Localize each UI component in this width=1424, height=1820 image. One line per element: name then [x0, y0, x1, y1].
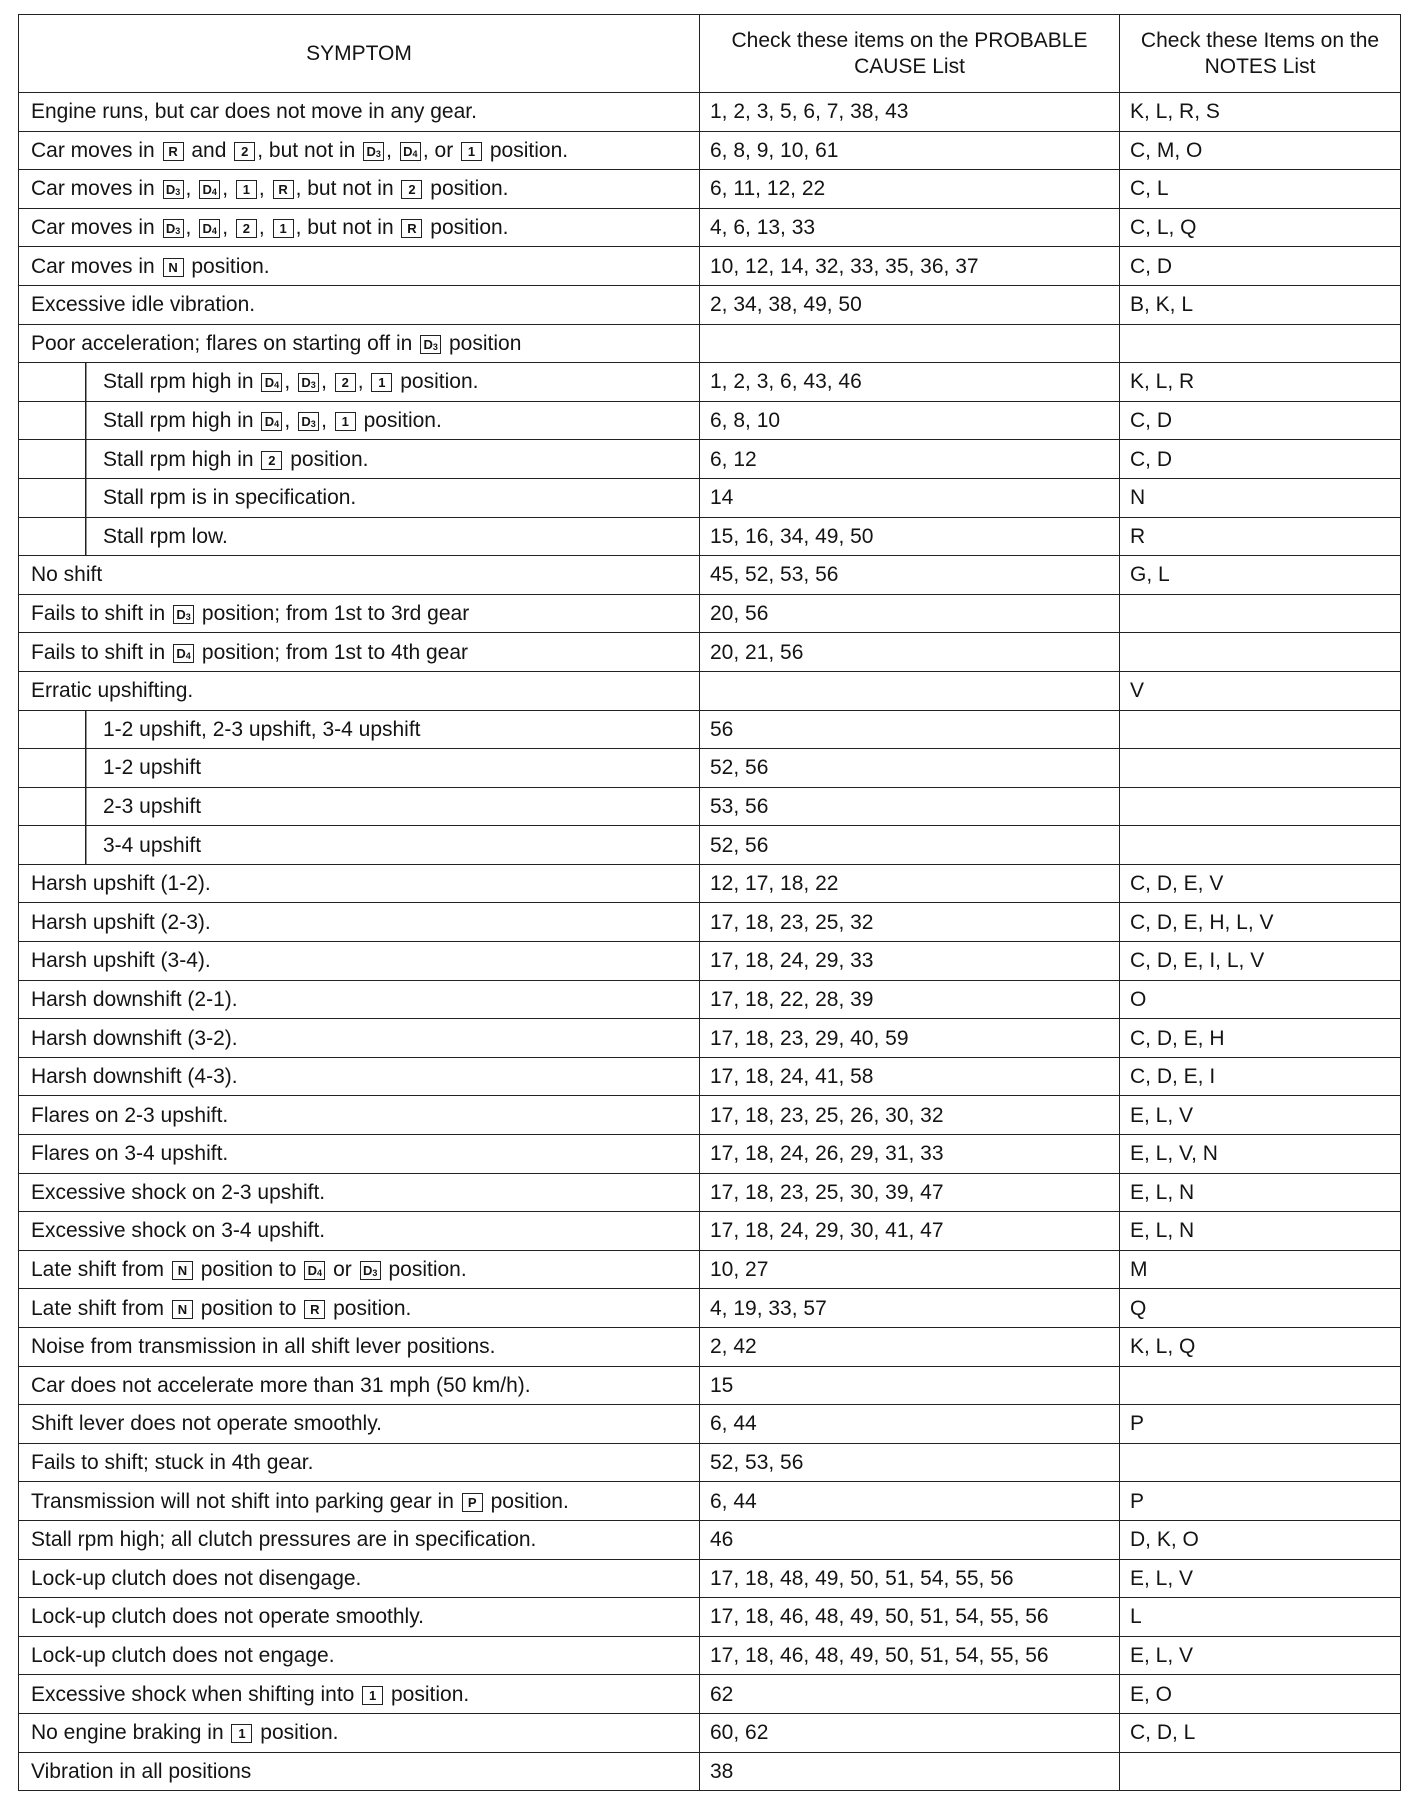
shift-position-key: R — [273, 180, 294, 199]
notes-cell — [1120, 594, 1401, 633]
table-row — [19, 363, 1401, 402]
table-row — [19, 1366, 1401, 1405]
notes-cell: K, L, R, S — [1120, 93, 1401, 132]
shift-position-key: 1 — [335, 412, 356, 431]
shift-position-key: $D_3$ — [163, 219, 184, 238]
table-row — [19, 1559, 1401, 1598]
symptom-text: position. — [284, 447, 369, 471]
symptom-cell — [19, 1598, 700, 1637]
symptom-text: Harsh downshift (4-3). — [31, 1065, 238, 1089]
shift-position-key: 1 — [273, 219, 294, 238]
table-row — [19, 285, 1401, 324]
shift-position-key: $D_3$ — [163, 180, 184, 199]
table-row — [19, 401, 1401, 440]
symptom-text: 1-2 upshift — [103, 756, 202, 780]
table-header — [19, 15, 1401, 93]
probable-cause-cell: 60, 62 — [700, 1713, 1120, 1752]
symptom-cell — [19, 1636, 700, 1675]
shift-position-key: N — [163, 258, 184, 277]
shift-position-key: 2 — [261, 451, 282, 470]
symptom-text: , — [321, 409, 333, 432]
probable-cause-cell: 6, 11, 12, 22 — [700, 170, 1120, 209]
symptom-cell — [19, 1289, 700, 1328]
probable-cause-cell: 45, 52, 53, 56 — [700, 556, 1120, 595]
notes-cell: C, D — [1120, 247, 1401, 286]
notes-cell — [1120, 1366, 1401, 1405]
probable-cause-cell: 53, 56 — [700, 787, 1120, 826]
symptom-cell — [19, 903, 700, 942]
symptom-text: , — [321, 370, 333, 394]
table-row — [19, 980, 1401, 1019]
symptom-text: , — [284, 370, 297, 394]
notes-cell: C, D, E, H, L, V — [1120, 903, 1401, 942]
notes-header: Check these Items on the NOTES List — [1120, 15, 1401, 93]
symptom-text: Excessive shock when shifting into — [31, 1682, 361, 1706]
symptom-text: Lock-up clutch does not disengage. — [31, 1566, 362, 1590]
symptom-text: , but not in — [257, 138, 362, 162]
shift-position-key: $D_3$ — [363, 142, 384, 161]
symptom-text: Stall rpm high in — [103, 370, 260, 394]
probable-cause-cell: 6, 44 — [700, 1482, 1120, 1521]
symptom-cell — [19, 1328, 700, 1367]
shift-position-key: $D_4$ — [173, 644, 194, 663]
notes-cell — [1120, 633, 1401, 672]
table-row — [19, 903, 1401, 942]
notes-cell: O — [1120, 980, 1401, 1019]
table-row — [19, 1443, 1401, 1482]
symptom-text: Stall rpm high in — [103, 409, 260, 432]
probable-cause-cell: 10, 27 — [700, 1250, 1120, 1289]
table-row — [19, 710, 1401, 749]
notes-cell: C, D, L — [1120, 1713, 1401, 1752]
symptom-text: , but not in — [295, 177, 400, 201]
symptom-text: position. — [185, 254, 270, 278]
symptom-cell — [19, 1057, 700, 1096]
symptom-cell — [19, 208, 700, 247]
notes-cell: E, L, V — [1120, 1096, 1401, 1135]
symptom-cell — [19, 1366, 700, 1405]
sub-symptom-cell — [19, 440, 700, 479]
probable-cause-cell: 17, 18, 23, 25, 26, 30, 32 — [700, 1096, 1120, 1135]
symptom-text: Flares on 2-3 upshift. — [31, 1103, 229, 1127]
table-row — [19, 1212, 1401, 1251]
symptom-text: 3-4 upshift — [103, 833, 202, 857]
notes-cell: D, K, O — [1120, 1520, 1401, 1559]
table-row — [19, 942, 1401, 981]
symptom-text: Erratic upshifting. — [31, 679, 194, 703]
table-row — [19, 1752, 1401, 1791]
shift-position-key: 1 — [236, 180, 257, 199]
shift-position-key: $D_4$ — [400, 142, 421, 161]
probable-cause-cell: 1, 2, 3, 5, 6, 7, 38, 43 — [700, 93, 1120, 132]
symptom-text: Excessive shock on 3-4 upshift. — [31, 1219, 326, 1243]
probable-cause-cell: 62 — [700, 1675, 1120, 1714]
symptom-text: Harsh downshift (3-2). — [31, 1026, 238, 1050]
symptom-text: Car moves in — [31, 177, 161, 201]
notes-cell: V — [1120, 671, 1401, 710]
symptom-text: Harsh upshift (1-2). — [31, 872, 211, 896]
table-row — [19, 517, 1401, 556]
notes-cell: N — [1120, 478, 1401, 517]
symptom-text: position. — [484, 1489, 569, 1513]
shift-position-key: 1 — [362, 1686, 383, 1705]
symptom-text: Lock-up clutch does not operate smoothly. — [31, 1605, 425, 1629]
probable-cause-cell: 17, 18, 23, 25, 32 — [700, 903, 1120, 942]
notes-cell: K, L, R — [1120, 363, 1401, 402]
shift-position-key: 1 — [461, 142, 482, 161]
symptom-text: and — [185, 138, 233, 162]
notes-cell: P — [1120, 1405, 1401, 1444]
symptom-text: Engine runs, but car does not move in any gear. — [31, 100, 477, 124]
table-row — [19, 208, 1401, 247]
probable-cause-cell: 52, 53, 56 — [700, 1443, 1120, 1482]
symptom-cell — [19, 594, 700, 633]
symptom-text: Stall rpm high in — [103, 447, 260, 471]
probable-cause-cell: 2, 42 — [700, 1328, 1120, 1367]
shift-position-key: $D_4$ — [199, 180, 220, 199]
symptom-cell — [19, 1482, 700, 1521]
probable-cause-cell: 17, 18, 22, 28, 39 — [700, 980, 1120, 1019]
symptom-text: Harsh upshift (2-3). — [31, 910, 211, 934]
symptom-text: Noise from transmission in all shift lever positions. — [31, 1335, 496, 1359]
shift-position-key: $D_4$ — [261, 373, 282, 392]
probable-cause-cell: 17, 18, 48, 49, 50, 51, 54, 55, 56 — [700, 1559, 1120, 1598]
symptom-text: Shift lever does not operate smoothly. — [31, 1412, 382, 1436]
probable-cause-cell: 6, 8, 9, 10, 61 — [700, 131, 1120, 170]
symptom-cell — [19, 1405, 700, 1444]
symptom-text: 2-3 upshift — [103, 794, 202, 818]
table-row — [19, 1135, 1401, 1174]
symptom-cell — [19, 1559, 700, 1598]
troubleshooting-sheet — [18, 14, 1400, 1791]
table-row — [19, 1405, 1401, 1444]
table-row — [19, 864, 1401, 903]
shift-position-key: 2 — [401, 180, 422, 199]
notes-cell: Q — [1120, 1289, 1401, 1328]
symptom-text: Stall rpm high; all clutch pressures are in specification. — [31, 1528, 537, 1552]
table-row — [19, 1713, 1401, 1752]
notes-cell: E, L, N — [1120, 1212, 1401, 1251]
symptom-cell — [19, 1019, 700, 1058]
probable-cause-cell: 17, 18, 46, 48, 49, 50, 51, 54, 55, 56 — [700, 1598, 1120, 1637]
table-row — [19, 1520, 1401, 1559]
table-row — [19, 324, 1401, 363]
symptom-text: Flares on 3-4 upshift. — [31, 1142, 229, 1166]
symptom-text: Stall rpm low. — [103, 524, 228, 548]
probable-cause-header: Check these items on the PROBABLE CAUSE List — [700, 15, 1120, 93]
probable-cause-cell: 20, 56 — [700, 594, 1120, 633]
notes-cell: E, L, V — [1120, 1559, 1401, 1598]
sub-symptom-cell — [19, 749, 700, 788]
shift-position-key: 1 — [371, 373, 392, 392]
notes-cell — [1120, 324, 1401, 363]
symptom-text: , — [185, 216, 198, 240]
sub-symptom-cell — [19, 517, 700, 556]
symptom-text: Fails to shift in — [31, 640, 172, 664]
table-row — [19, 1250, 1401, 1289]
shift-position-key: $D_4$ — [199, 219, 220, 238]
table-body — [19, 93, 1401, 1791]
probable-cause-cell: 17, 18, 46, 48, 49, 50, 51, 54, 55, 56 — [700, 1636, 1120, 1675]
table-row — [19, 1173, 1401, 1212]
shift-position-key: 2 — [234, 142, 255, 161]
probable-cause-cell: 14 — [700, 478, 1120, 517]
shift-position-key: 1 — [231, 1724, 252, 1743]
symptom-text: Excessive shock on 2-3 upshift. — [31, 1180, 326, 1204]
symptom-text: position; from 1st to 3rd gear — [196, 601, 470, 625]
probable-cause-cell: 17, 18, 24, 41, 58 — [700, 1057, 1120, 1096]
symptom-cell — [19, 1713, 700, 1752]
symptom-cell — [19, 247, 700, 286]
symptom-cell — [19, 1443, 700, 1482]
symptom-text: , — [357, 370, 370, 394]
symptom-text: or — [327, 1258, 358, 1282]
symptom-text: position. — [424, 216, 509, 240]
symptom-text: , or — [422, 138, 460, 162]
table-row — [19, 594, 1401, 633]
shift-position-key: R — [304, 1300, 325, 1319]
symptom-header: SYMPTOM — [19, 15, 700, 93]
probable-cause-cell: 4, 6, 13, 33 — [700, 208, 1120, 247]
probable-cause-cell: 38 — [700, 1752, 1120, 1791]
probable-cause-cell: 10, 12, 14, 32, 33, 35, 36, 37 — [700, 247, 1120, 286]
notes-cell: C, D — [1120, 440, 1401, 479]
notes-cell: C, M, O — [1120, 131, 1401, 170]
probable-cause-cell: 20, 21, 56 — [700, 633, 1120, 672]
symptom-text: position. — [484, 138, 569, 162]
table-row — [19, 556, 1401, 595]
probable-cause-cell: 17, 18, 23, 29, 40, 59 — [700, 1019, 1120, 1058]
table-row — [19, 1675, 1401, 1714]
notes-cell: C, D, E, V — [1120, 864, 1401, 903]
shift-position-key: P — [462, 1493, 483, 1512]
sub-symptom-cell — [19, 363, 700, 402]
probable-cause-cell: 56 — [700, 710, 1120, 749]
symptom-text: , — [386, 138, 398, 162]
symptom-cell — [19, 170, 700, 209]
symptom-cell — [19, 324, 700, 363]
table-row — [19, 787, 1401, 826]
notes-cell: E, O — [1120, 1675, 1401, 1714]
table-row — [19, 440, 1401, 479]
symptom-cell — [19, 1250, 700, 1289]
probable-cause-cell: 52, 56 — [700, 749, 1120, 788]
shift-position-key: $D_3$ — [298, 373, 319, 392]
symptom-text: , — [222, 177, 234, 201]
table-row — [19, 1019, 1401, 1058]
probable-cause-cell: 15 — [700, 1366, 1120, 1405]
probable-cause-cell: 2, 34, 38, 49, 50 — [700, 285, 1120, 324]
symptom-text: Harsh upshift (3-4). — [31, 949, 211, 973]
notes-cell: K, L, Q — [1120, 1328, 1401, 1367]
shift-position-key: $D_3$ — [420, 335, 441, 354]
symptom-cell — [19, 1675, 700, 1714]
table-row — [19, 478, 1401, 517]
symptom-text: Transmission will not shift into parking gear in — [31, 1489, 460, 1513]
symptom-text: Late shift from — [31, 1258, 170, 1282]
table-row — [19, 826, 1401, 865]
shift-position-key: $D_4$ — [304, 1261, 325, 1280]
shift-position-key: R — [163, 142, 184, 161]
notes-cell: C, D, E, I — [1120, 1057, 1401, 1096]
table-row — [19, 1057, 1401, 1096]
notes-cell: P — [1120, 1482, 1401, 1521]
symptom-cell — [19, 1096, 700, 1135]
notes-cell — [1120, 1443, 1401, 1482]
symptom-text: position; from 1st to 4th gear — [196, 640, 469, 664]
probable-cause-cell: 17, 18, 24, 29, 33 — [700, 942, 1120, 981]
sub-symptom-cell — [19, 710, 700, 749]
symptom-cell — [19, 1135, 700, 1174]
table-row — [19, 1096, 1401, 1135]
symptom-text: , — [185, 177, 198, 201]
symptom-text: Harsh downshift (2-1). — [31, 987, 238, 1011]
symptom-text: Car moves in — [31, 216, 161, 240]
table-row — [19, 749, 1401, 788]
symptom-text: , — [258, 216, 271, 240]
notes-cell: R — [1120, 517, 1401, 556]
symptom-text: position. — [382, 1258, 467, 1282]
table-row — [19, 247, 1401, 286]
notes-cell — [1120, 710, 1401, 749]
symptom-text: Late shift from — [31, 1296, 170, 1320]
symptom-text: position. — [327, 1296, 412, 1320]
table-row — [19, 131, 1401, 170]
table-row — [19, 1482, 1401, 1521]
symptom-cell — [19, 93, 700, 132]
symptom-text: position. — [254, 1721, 339, 1745]
table-row — [19, 1636, 1401, 1675]
symptom-cell — [19, 1752, 700, 1791]
symptom-text: position. — [385, 1682, 470, 1706]
table-row — [19, 93, 1401, 132]
probable-cause-cell: 17, 18, 24, 26, 29, 31, 33 — [700, 1135, 1120, 1174]
symptom-text: Car moves in — [31, 254, 161, 278]
notes-cell: G, L — [1120, 556, 1401, 595]
symptom-text: position — [443, 331, 522, 355]
sub-symptom-cell — [19, 478, 700, 517]
table-row — [19, 671, 1401, 710]
symptom-table — [18, 14, 1401, 1791]
symptom-cell — [19, 1520, 700, 1559]
shift-position-key: 2 — [335, 373, 356, 392]
symptom-text: Lock-up clutch does not engage. — [31, 1644, 335, 1667]
probable-cause-cell: 1, 2, 3, 6, 43, 46 — [700, 363, 1120, 402]
probable-cause-cell: 12, 17, 18, 22 — [700, 864, 1120, 903]
notes-cell: L — [1120, 1598, 1401, 1637]
notes-cell: C, L, Q — [1120, 208, 1401, 247]
symptom-text: , — [258, 177, 271, 201]
symptom-text: Car does not accelerate more than 31 mph (50 km/h). — [31, 1373, 531, 1397]
symptom-text: No engine braking in — [31, 1721, 230, 1745]
symptom-text: , — [284, 409, 297, 432]
probable-cause-cell: 46 — [700, 1520, 1120, 1559]
shift-position-key: $D_4$ — [261, 412, 282, 431]
header-row — [19, 15, 1401, 93]
sub-symptom-cell — [19, 401, 700, 440]
symptom-text: position to — [194, 1258, 303, 1282]
shift-position-key: 2 — [236, 219, 257, 238]
symptom-text: , but not in — [295, 216, 400, 240]
probable-cause-cell — [700, 671, 1120, 710]
probable-cause-cell: 17, 18, 24, 29, 30, 41, 47 — [700, 1212, 1120, 1251]
probable-cause-cell: 52, 56 — [700, 826, 1120, 865]
symptom-text: Car moves in — [31, 138, 161, 162]
symptom-text: Stall rpm is in specification. — [103, 486, 357, 510]
symptom-cell — [19, 633, 700, 672]
notes-cell — [1120, 826, 1401, 865]
symptom-text: 1-2 upshift, 2-3 upshift, 3-4 upshift — [103, 717, 421, 741]
notes-cell: C, D — [1120, 401, 1401, 440]
notes-cell: B, K, L — [1120, 285, 1401, 324]
shift-position-key: R — [401, 219, 422, 238]
symptom-text: Fails to shift in — [31, 601, 172, 625]
notes-cell: M — [1120, 1250, 1401, 1289]
notes-cell — [1120, 787, 1401, 826]
symptom-text: Excessive idle vibration. — [31, 293, 256, 317]
notes-cell: E, L, V, N — [1120, 1135, 1401, 1174]
symptom-text: Fails to shift; stuck in 4th gear. — [31, 1451, 314, 1475]
symptom-cell — [19, 864, 700, 903]
shift-position-key: $D_3$ — [298, 412, 319, 431]
symptom-cell — [19, 285, 700, 324]
sub-symptom-cell — [19, 787, 700, 826]
symptom-cell — [19, 942, 700, 981]
table-row — [19, 1598, 1401, 1637]
probable-cause-cell: 6, 44 — [700, 1405, 1120, 1444]
notes-cell: C, D, E, H — [1120, 1019, 1401, 1058]
probable-cause-cell: 6, 12 — [700, 440, 1120, 479]
symptom-cell — [19, 131, 700, 170]
symptom-text: Vibration in all positions — [31, 1759, 252, 1783]
symptom-text: position. — [357, 409, 442, 432]
table-row — [19, 633, 1401, 672]
notes-cell: E, L, V — [1120, 1636, 1401, 1675]
probable-cause-cell: 4, 19, 33, 57 — [700, 1289, 1120, 1328]
table-row — [19, 1328, 1401, 1367]
notes-cell: C, D, E, I, L, V — [1120, 942, 1401, 981]
probable-cause-cell: 17, 18, 23, 25, 30, 39, 47 — [700, 1173, 1120, 1212]
probable-cause-cell — [700, 324, 1120, 363]
symptom-cell — [19, 1212, 700, 1251]
sub-symptom-cell — [19, 826, 700, 865]
table-row — [19, 170, 1401, 209]
symptom-text: No shift — [31, 563, 103, 587]
symptom-text: position. — [424, 177, 509, 201]
symptom-cell — [19, 671, 700, 710]
symptom-text: Poor acceleration; flares on starting off in — [31, 331, 419, 355]
table-row — [19, 1289, 1401, 1328]
symptom-text: position. — [394, 370, 479, 394]
shift-position-key: $D_3$ — [360, 1261, 381, 1280]
shift-position-key: $D_3$ — [173, 605, 194, 624]
notes-cell: E, L, N — [1120, 1173, 1401, 1212]
notes-cell: C, L — [1120, 170, 1401, 209]
notes-cell — [1120, 749, 1401, 788]
shift-position-key: N — [172, 1261, 193, 1280]
symptom-cell — [19, 980, 700, 1019]
notes-cell — [1120, 1752, 1401, 1791]
symptom-cell — [19, 1173, 700, 1212]
symptom-text: position to — [194, 1296, 303, 1320]
symptom-text: , — [222, 216, 234, 240]
probable-cause-cell: 6, 8, 10 — [700, 401, 1120, 440]
symptom-cell — [19, 556, 700, 595]
shift-position-key: N — [172, 1300, 193, 1319]
probable-cause-cell: 15, 16, 34, 49, 50 — [700, 517, 1120, 556]
